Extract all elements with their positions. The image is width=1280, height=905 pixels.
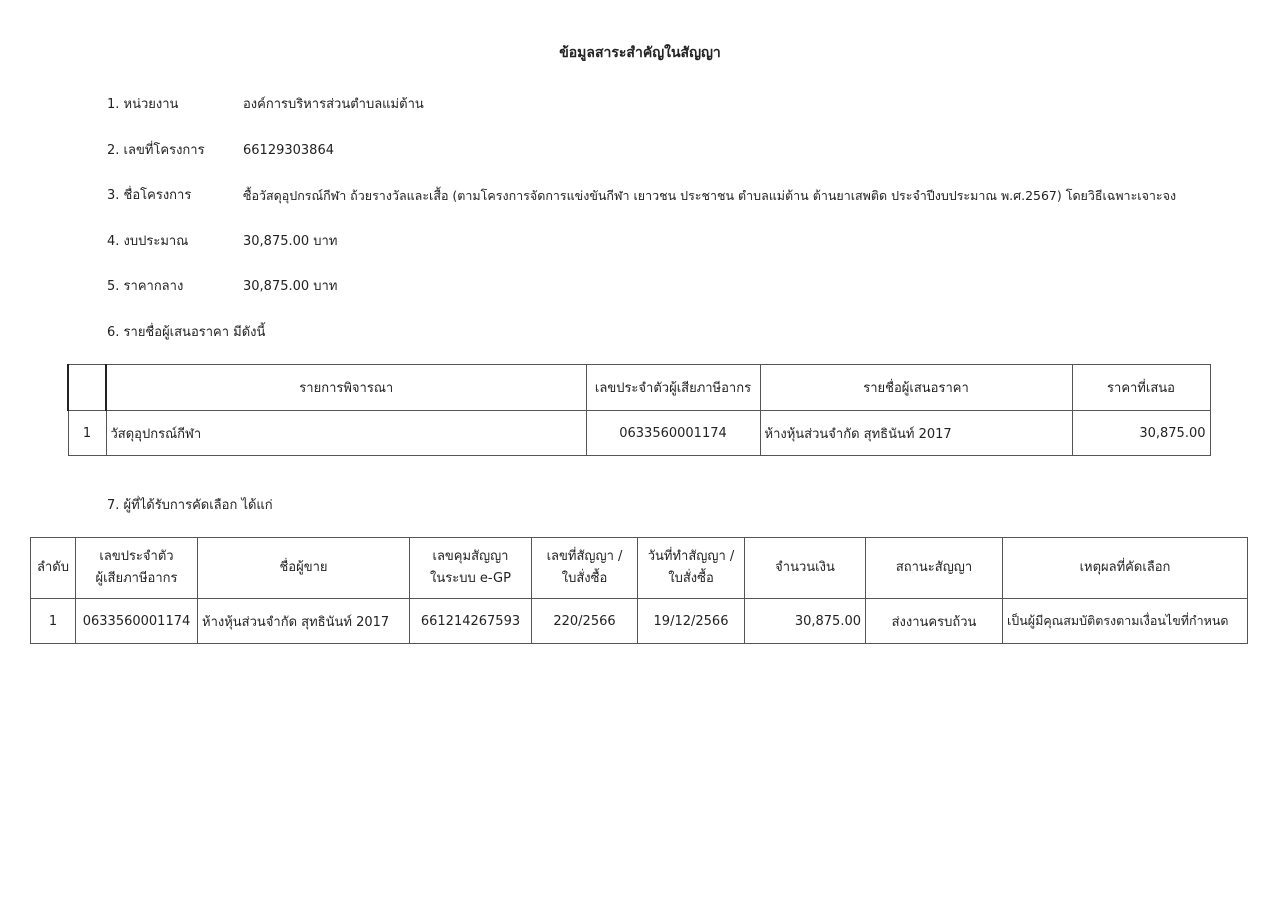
table-header-row xyxy=(68,365,1210,411)
document-title: ข้อมูลสาระสำคัญในสัญญา xyxy=(559,45,721,61)
header-tax-id: เลขประจำตัวผู้เสียภาษีอากร xyxy=(586,365,760,411)
cell-price: 30,875.00 xyxy=(1072,411,1210,456)
header-seller: ชื่อผู้ขาย xyxy=(198,538,410,599)
header-index: ลำดับ xyxy=(31,538,76,599)
info-value: ซื้อวัสดุอุปกรณ์กีฬา ถ้วยรางวัลและเสื้อ (ตามโครงการจัดการแข่งขันกีฬา เยาวชน ประชาชน ตำบลแม่ต้าน ต้านยาเสพติด ประจำปีงบประมาณ พ.ศ.2567) โดยวิธีเฉพาะเจาะจง xyxy=(243,188,1177,203)
cell-contract-date: 19/12/2566 xyxy=(638,599,745,644)
cell-tax-id: 0633560001174 xyxy=(586,411,760,456)
cell-egp: 661214267593 xyxy=(410,599,532,644)
header-line: ในระบบ e-GP xyxy=(430,571,511,586)
header-item: รายการพิจารณา xyxy=(106,365,586,411)
header-reason: เหตุผลที่คัดเลือก xyxy=(1003,538,1248,599)
bidders-section-label: 6. รายชื่อผู้เสนอราคา มีดังนี้ xyxy=(107,325,266,340)
info-value: องค์การบริหารส่วนตำบลแม่ต้าน xyxy=(243,97,424,112)
cell-reason: เป็นผู้มีคุณสมบัติตรงตามเงื่อนไขที่กำหนด xyxy=(1003,599,1248,644)
table-row xyxy=(68,411,1210,456)
header-egp xyxy=(410,538,532,599)
cell-index: 1 xyxy=(31,599,76,644)
header-price: ราคาที่เสนอ xyxy=(1072,365,1210,411)
cell-amount: 30,875.00 xyxy=(745,599,866,644)
header-line: ใบสั่งซื้อ xyxy=(561,571,608,586)
cell-status: ส่งงานครบถ้วน xyxy=(866,599,1003,644)
info-label: 1. หน่วยงาน xyxy=(107,97,179,112)
info-label: 5. ราคากลาง xyxy=(107,279,184,294)
table-row xyxy=(31,599,1248,644)
cell-item: วัสดุอุปกรณ์กีฬา xyxy=(106,411,586,456)
header-line: เลขคุมสัญญา xyxy=(432,549,509,564)
info-label: 2. เลขที่โครงการ xyxy=(107,143,205,158)
header-line: ใบสั่งซื้อ xyxy=(668,571,714,586)
info-value: 66129303864 xyxy=(243,143,334,158)
header-status: สถานะสัญญา xyxy=(866,538,1003,599)
header-index xyxy=(68,365,106,411)
info-value: 30,875.00 บาท xyxy=(243,234,338,249)
winners-section-label: 7. ผู้ที่ได้รับการคัดเลือก ได้แก่ xyxy=(107,498,273,513)
header-line: เลขประจำตัว xyxy=(99,549,174,564)
cell-contract-no: 220/2566 xyxy=(532,599,638,644)
cell-index: 1 xyxy=(68,411,106,456)
cell-tax-id: 0633560001174 xyxy=(76,599,198,644)
header-line: วันที่ทำสัญญา / xyxy=(647,549,735,564)
header-tax-id xyxy=(76,538,198,599)
table-header-row xyxy=(31,538,1248,599)
header-bidder-name: รายชื่อผู้เสนอราคา xyxy=(760,365,1072,411)
header-line: ผู้เสียภาษีอากร xyxy=(95,571,178,586)
info-label: 4. งบประมาณ xyxy=(107,234,189,249)
winners-table xyxy=(30,537,1248,644)
header-contract-no xyxy=(532,538,638,599)
info-value: 30,875.00 บาท xyxy=(243,279,338,294)
cell-bidder-name: ห้างหุ้นส่วนจำกัด สุทธินันท์ 2017 xyxy=(760,411,1072,456)
info-label: 3. ชื่อโครงการ xyxy=(107,188,192,203)
header-line: เลขที่สัญญา / xyxy=(546,549,623,564)
bidders-table xyxy=(67,364,1211,456)
header-amount: จำนวนเงิน xyxy=(745,538,866,599)
header-contract-date xyxy=(638,538,745,599)
cell-seller: ห้างหุ้นส่วนจำกัด สุทธินันท์ 2017 xyxy=(198,599,410,644)
